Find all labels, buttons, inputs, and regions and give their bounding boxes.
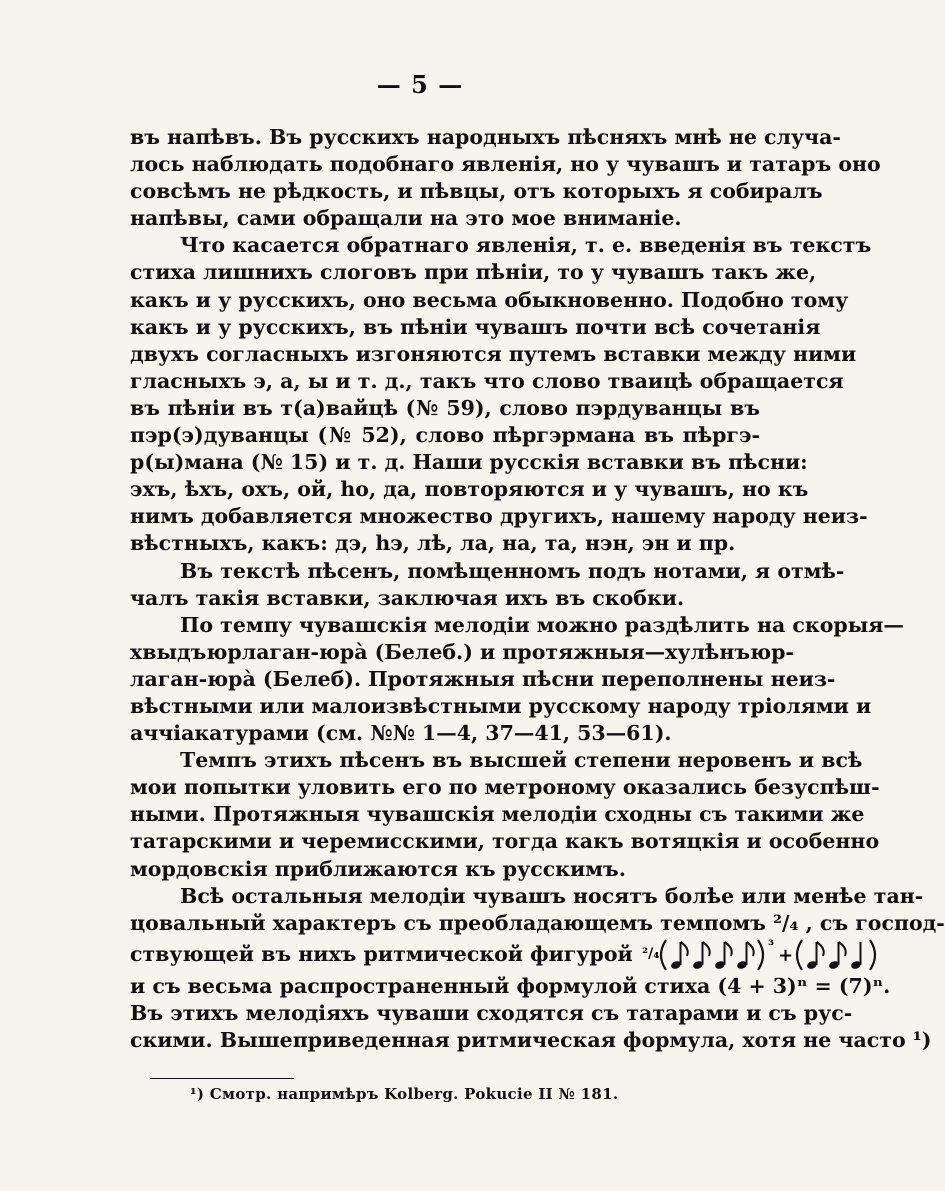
- rhythm-notation: [640, 938, 890, 972]
- text-line: цовальный характеръ съ преобладающемъ темпомъ ²/₄ , съ господ-: [130, 910, 945, 935]
- text-line: Въ текстѣ пѣсенъ, помѣщенномъ подъ нотами, я отмѣ-: [180, 558, 845, 583]
- footnote: ¹) Смотр. напримѣръ Kolberg. Pokucie II № 181.: [190, 1085, 619, 1103]
- close-paren: [870, 940, 875, 970]
- text-line: нимъ добавляется множество другихъ, нашему народу неиз-: [130, 504, 868, 529]
- eighth-note: [828, 942, 846, 970]
- text-line: татарскими и черемисскими, тогда какъ вотяцкія и особенно: [130, 829, 880, 854]
- text-line: чалъ такія вставки, заключая ихъ въ скобки.: [130, 585, 685, 610]
- text-line: пэр(э)дуванцы (№ 52), слово пѣргэрмана въ пѣргэ-: [130, 423, 760, 448]
- text-line: вѣстными или малоизвѣстными русскому народу тріолями и: [130, 693, 872, 718]
- eighth-note: [806, 942, 824, 970]
- text-line: вѣстныхъ, какъ: дэ, hэ, лѣ, ла, на, та, нэн, эн и пр.: [130, 531, 736, 556]
- text-line: напѣвы, сами обращали на это мое вниманіе.: [130, 206, 682, 231]
- text-line: гласныхъ э, а, ы и т. д., такъ что слово тваицѣ обращается: [130, 368, 844, 393]
- body-text: [130, 124, 945, 1054]
- close-paren: [758, 940, 763, 970]
- text-line: аччіакатурами (см. №№ 1—4, 37—41, 53—61).: [130, 721, 672, 746]
- text-line: двухъ согласныхъ изгоняются путемъ вставки между ними: [130, 341, 857, 366]
- text-line: и съ весьма распространенный формулой стиха (4 + 3)ⁿ = (7)ⁿ.: [130, 973, 891, 998]
- eighth-note: [714, 942, 732, 970]
- text-line: мои попытки уловить его по метроному оказались безуспѣш-: [130, 775, 880, 800]
- text-line: какъ и у русскихъ, въ пѣніи чувашъ почти всѣ сочетанія: [130, 314, 821, 339]
- open-paren: [661, 940, 666, 970]
- text-line: мордовскія приближаются къ русскимъ.: [130, 856, 626, 881]
- text-line: р(ы)мана (№ 15) и т. д. Наши русскія вставки въ пѣсни:: [130, 450, 808, 475]
- text-line: ными. Протяжныя чувашскія мелодіи сходны съ такими же: [130, 802, 865, 827]
- text-line: Темпъ этихъ пѣсенъ въ высшей степени неровенъ и всѣ: [180, 748, 863, 773]
- eighth-note: [736, 942, 754, 970]
- text-line: стиха лишнихъ слоговъ при пѣніи, то у чувашъ такъ же,: [130, 260, 817, 285]
- text-line: эхъ, ѣхъ, охъ, ой, hо, да, повторяются и у чувашъ, но къ: [130, 477, 809, 502]
- text-line: Всѣ остальныя мелодіи чувашъ носятъ болѣе или менѣе тан-: [180, 883, 924, 908]
- text-line: скими. Вышеприведенная ритмическая формула, хотя не часто ¹): [130, 1028, 932, 1052]
- eighth-note: [670, 942, 688, 970]
- text-line: лаган-юрà (Белеб). Протяжныя пѣсни переполнены неиз-: [130, 666, 836, 691]
- text-line: въ пѣніи въ т(а)вайцѣ (№ 59), слово пэрдуванцы въ: [130, 395, 760, 420]
- text-line: Что касается обратнаго явленія, т. е. введенія въ текстъ: [180, 233, 872, 258]
- text-line: въ напѣвъ. Въ русскихъ народныхъ пѣсняхъ мнѣ не случа-: [130, 125, 841, 149]
- open-paren: [797, 940, 802, 970]
- quarter-note: [850, 942, 862, 970]
- plus-sign: +: [777, 945, 793, 967]
- exponent: ³: [767, 938, 775, 955]
- text-line: лось наблюдать подобнаго явленія, но у чувашъ и татаръ оно: [130, 152, 881, 177]
- text-line: какъ и у русскихъ, оно весьма обыкновенно. Подобно тому: [130, 287, 849, 312]
- text-fragment: ствующей въ нихъ ритмической фигурой: [130, 941, 633, 966]
- text-line: Въ этихъ мелодіяхъ чуваши сходятся съ татарами и съ рус-: [130, 1000, 853, 1025]
- text-line: совсѣмъ не рѣдкость, и пѣвцы, отъ которыхъ я собиралъ: [130, 179, 823, 204]
- eighth-note: [692, 942, 710, 970]
- rhythm-line: [130, 937, 793, 971]
- footnote-rule: [150, 1078, 294, 1079]
- time-signature: ²/₄: [641, 946, 660, 963]
- page-number: — 5 —: [376, 70, 464, 99]
- text-line: По темпу чувашскія мелодіи можно раздѣлить на скорыя—: [180, 612, 904, 637]
- text-line: хвыдъюрлаган-юрà (Белеб.) и протяжныя—хулѣнъюр-: [130, 639, 794, 664]
